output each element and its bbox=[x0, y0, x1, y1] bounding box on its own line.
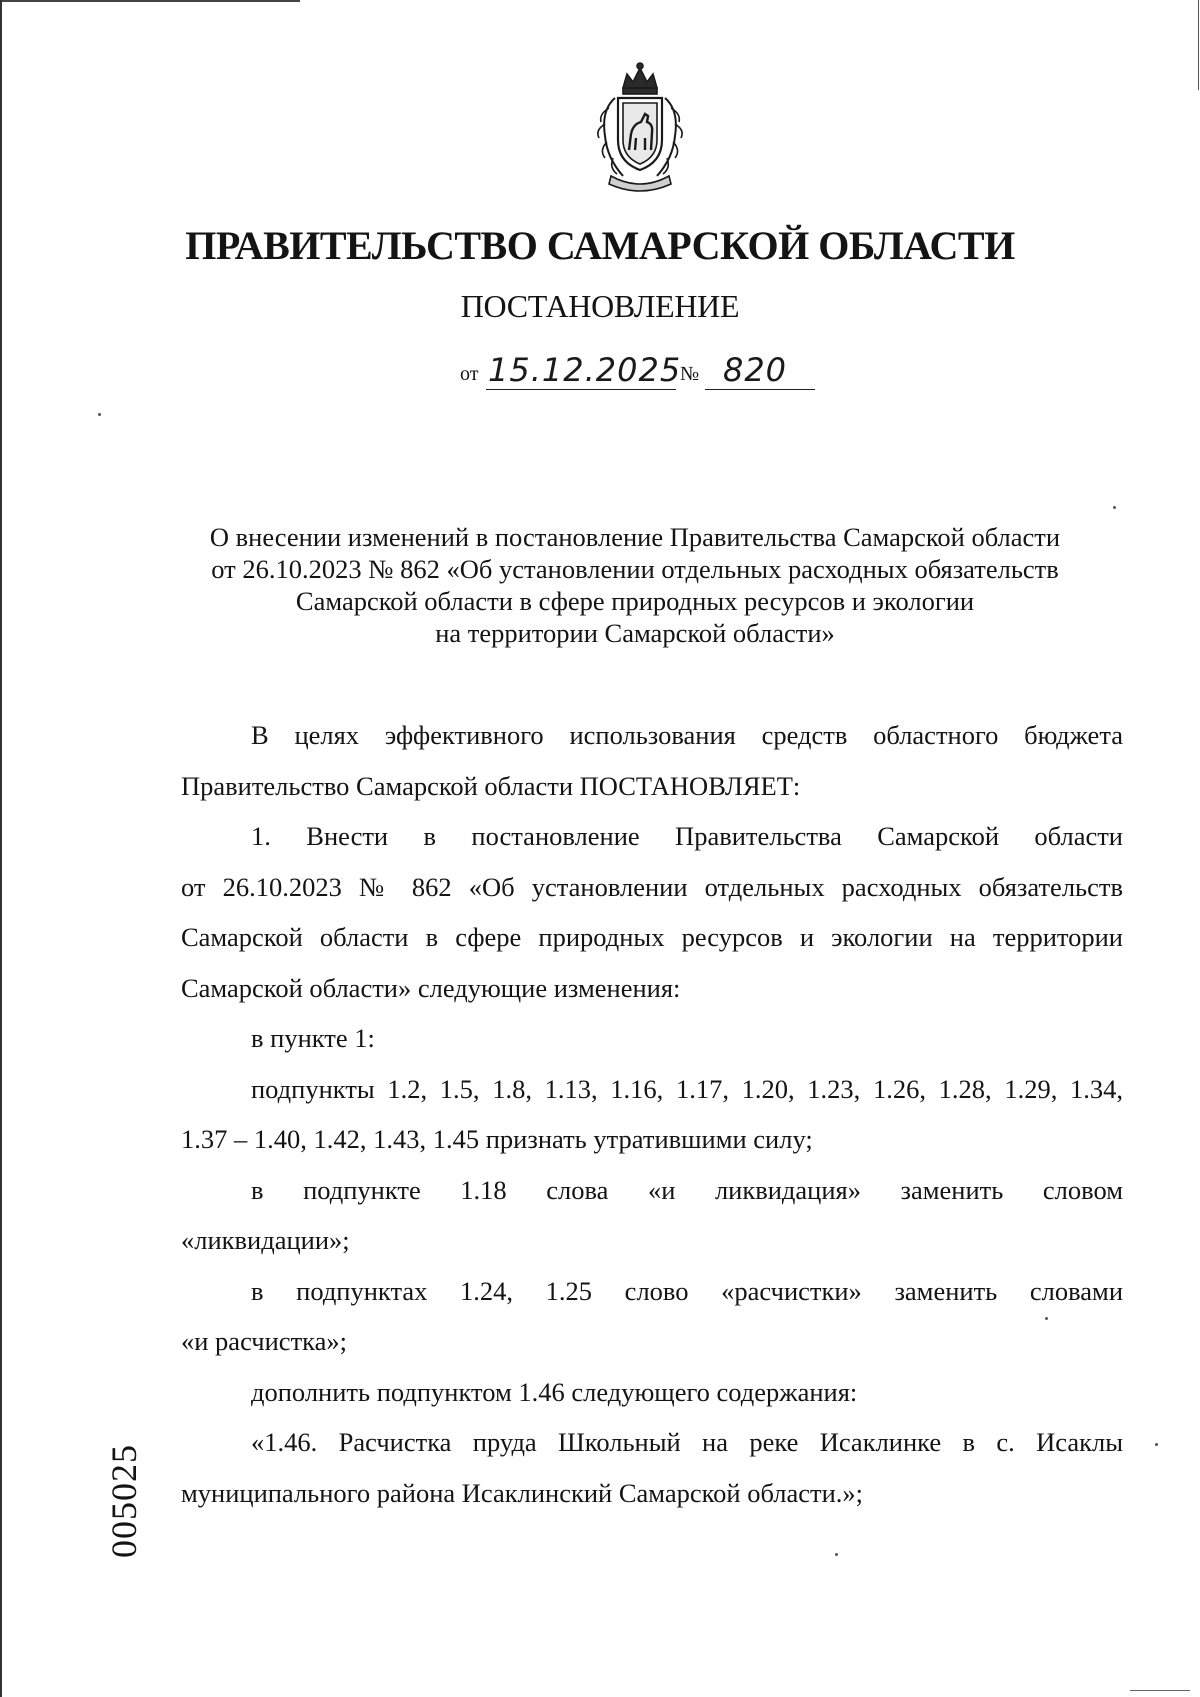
body-line: в пункте 1: bbox=[251, 1023, 375, 1053]
document-body bbox=[181, 710, 1123, 1518]
body-line: в подпункте 1.18 слова «и ликвидация» заменить словом bbox=[251, 1174, 1123, 1205]
body-line: в подпунктах 1.24, 1.25 слово «расчистки» заменить словами bbox=[251, 1275, 1123, 1306]
date-underline bbox=[486, 389, 676, 390]
subject-line: на территории Самарской области» bbox=[435, 618, 835, 648]
subject-line: Самарской области в сфере природных ресурсов и экологии bbox=[295, 586, 975, 616]
body-line: «и расчистка»; bbox=[181, 1326, 348, 1356]
body-line: муниципального района Исаклинский Самарской области.»; bbox=[181, 1477, 864, 1508]
body-line: подпункты 1.2, 1.5, 1.8, 1.13, 1.16, 1.17, 1.20, 1.23, 1.26, 1.28, 1.29, 1.34, bbox=[251, 1073, 1123, 1104]
body-line: 1.37 – 1.40, 1.42, 1.43, 1.45 признать утратившими силу; bbox=[181, 1124, 813, 1154]
body-line: от 26.10.2023 № 862 «Об установлении отдельных расходных обязательств bbox=[181, 871, 1123, 902]
number-prefix: № bbox=[680, 363, 700, 385]
scan-edge-right bbox=[1198, 0, 1199, 90]
number-underline bbox=[705, 389, 815, 390]
margin-serial-number: 005025 bbox=[104, 1444, 144, 1558]
subject-line: от 26.10.2023 № 862 «Об установлении отдельных расходных обязательств bbox=[211, 554, 1059, 584]
body-line: В целях эффективного использования средств областного бюджета bbox=[251, 720, 1123, 750]
document-subject bbox=[160, 521, 1110, 649]
scan-edge-bottom-right bbox=[1130, 1690, 1190, 1691]
handwritten-number: 820 bbox=[722, 351, 788, 389]
body-line: «ликвидации»; bbox=[181, 1225, 350, 1255]
organization-title: ПРАВИТЕЛЬСТВО САМАРСКОЙ ОБЛАСТИ bbox=[185, 223, 1015, 268]
body-line: Самарской области в сфере природных ресурсов и экологии на территории bbox=[181, 922, 1123, 952]
body-line: «1.46. Расчистка пруда Школьный на реке Исаклинке в с. Исаклы bbox=[251, 1427, 1123, 1457]
body-line: 1. Внести в постановление Правительства Самарской области bbox=[251, 821, 1123, 851]
scan-speck bbox=[1113, 506, 1116, 509]
handwritten-date: 15.12.2025 bbox=[488, 351, 682, 389]
body-line: Правительство Самарской области ПОСТАНОВЛЯЕТ: bbox=[181, 770, 801, 801]
body-line: дополнить подпунктом 1.46 следующего содержания: bbox=[251, 1376, 858, 1407]
scan-edge-top bbox=[0, 0, 300, 2]
scan-speck bbox=[1155, 1443, 1158, 1446]
body-line: Самарской области» следующие изменения: bbox=[181, 972, 681, 1003]
coat-of-arms-icon bbox=[585, 58, 695, 196]
scan-speck bbox=[98, 413, 101, 416]
scan-speck bbox=[835, 1553, 838, 1556]
document-type: ПОСТАНОВЛЕНИЕ bbox=[460, 288, 740, 324]
date-number-line bbox=[460, 348, 840, 392]
subject-line: О внесении изменений в постановление Правительства Самарской области bbox=[209, 522, 1061, 552]
date-prefix: от bbox=[460, 363, 479, 385]
